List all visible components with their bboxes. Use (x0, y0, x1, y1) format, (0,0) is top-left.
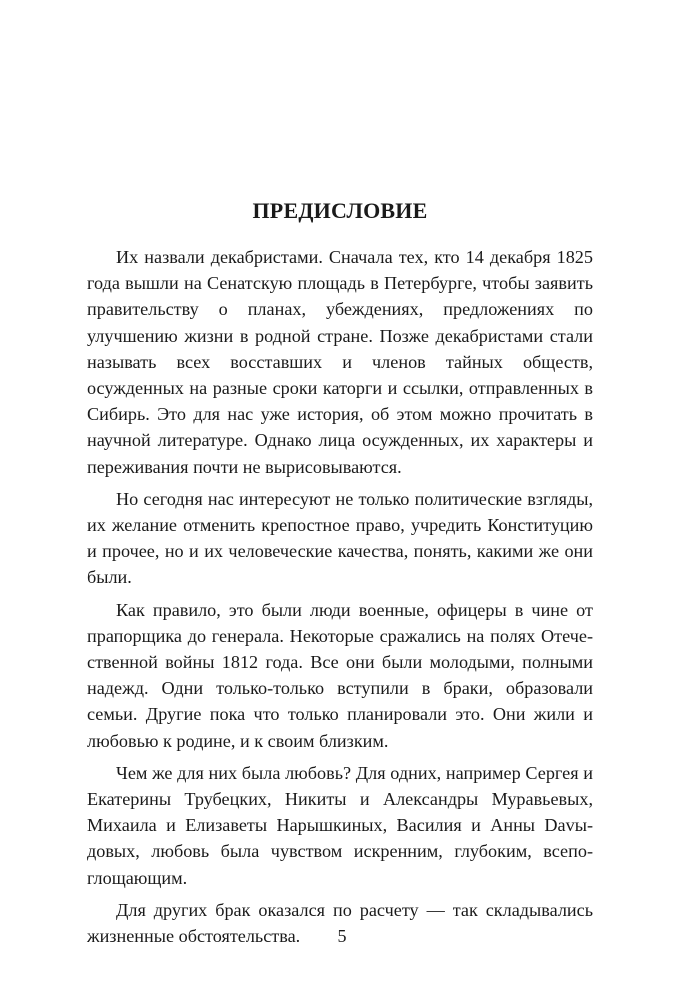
paragraph-5: Для других брак оказался по расчету — так складывались жизненные обстоятельства. (87, 899, 593, 947)
page-title: ПРЕДИСЛОВИЕ (252, 198, 428, 223)
page-text-block (87, 196, 593, 949)
paragraph-4: Чем же для них была любовь? Для одних, например Сергея и Екатерины Трубецких, Никиты и Александры Муравьевых, Михаила и Елизаветы Нарышкиных, Василия и Анны Davыдовых, любовь была чувством искренним, глубоким, всепоглощающим. (87, 762, 593, 888)
paragraph-1: Их назвали декабристами. Сначала тех, кто 14 декабря 1825 года вышли на Сенатскую площадь в Петербурге, чтобы заявить правительству о планах, убеждениях, предложениях по улучшению жизни в родной стране. Позже декабристами стали называть всех восставших и членов тайных обществ, осужденных на разные сроки каторги и ссылки, отправленных в Сибирь. Это для нас уже история, об этом можно прочитать в научной литературе. Однако лица осужденных, их характеры и переживания почти не вырисовываются. (87, 247, 593, 477)
paragraph-2: Но сегодня нас интересуют не только политические взгляды, их желание отменить крепостное право, учредить Конституцию и прочее, но и их человеческие качества, понять, какими же они были. (87, 488, 593, 588)
page-number: 5 (337, 926, 347, 946)
paragraph-3: Как правило, это были люди военные, офицеры в чине от прапорщика до генерала. Некоторые сражались на полях Отечественной войны 1812 года. Все они были молодыми, полными надежд. Одни только-только вступили в браки, образовали семьи. Другие пока что только планировали это. Они жили и любовью к родине, и к своим близким. (87, 599, 593, 751)
